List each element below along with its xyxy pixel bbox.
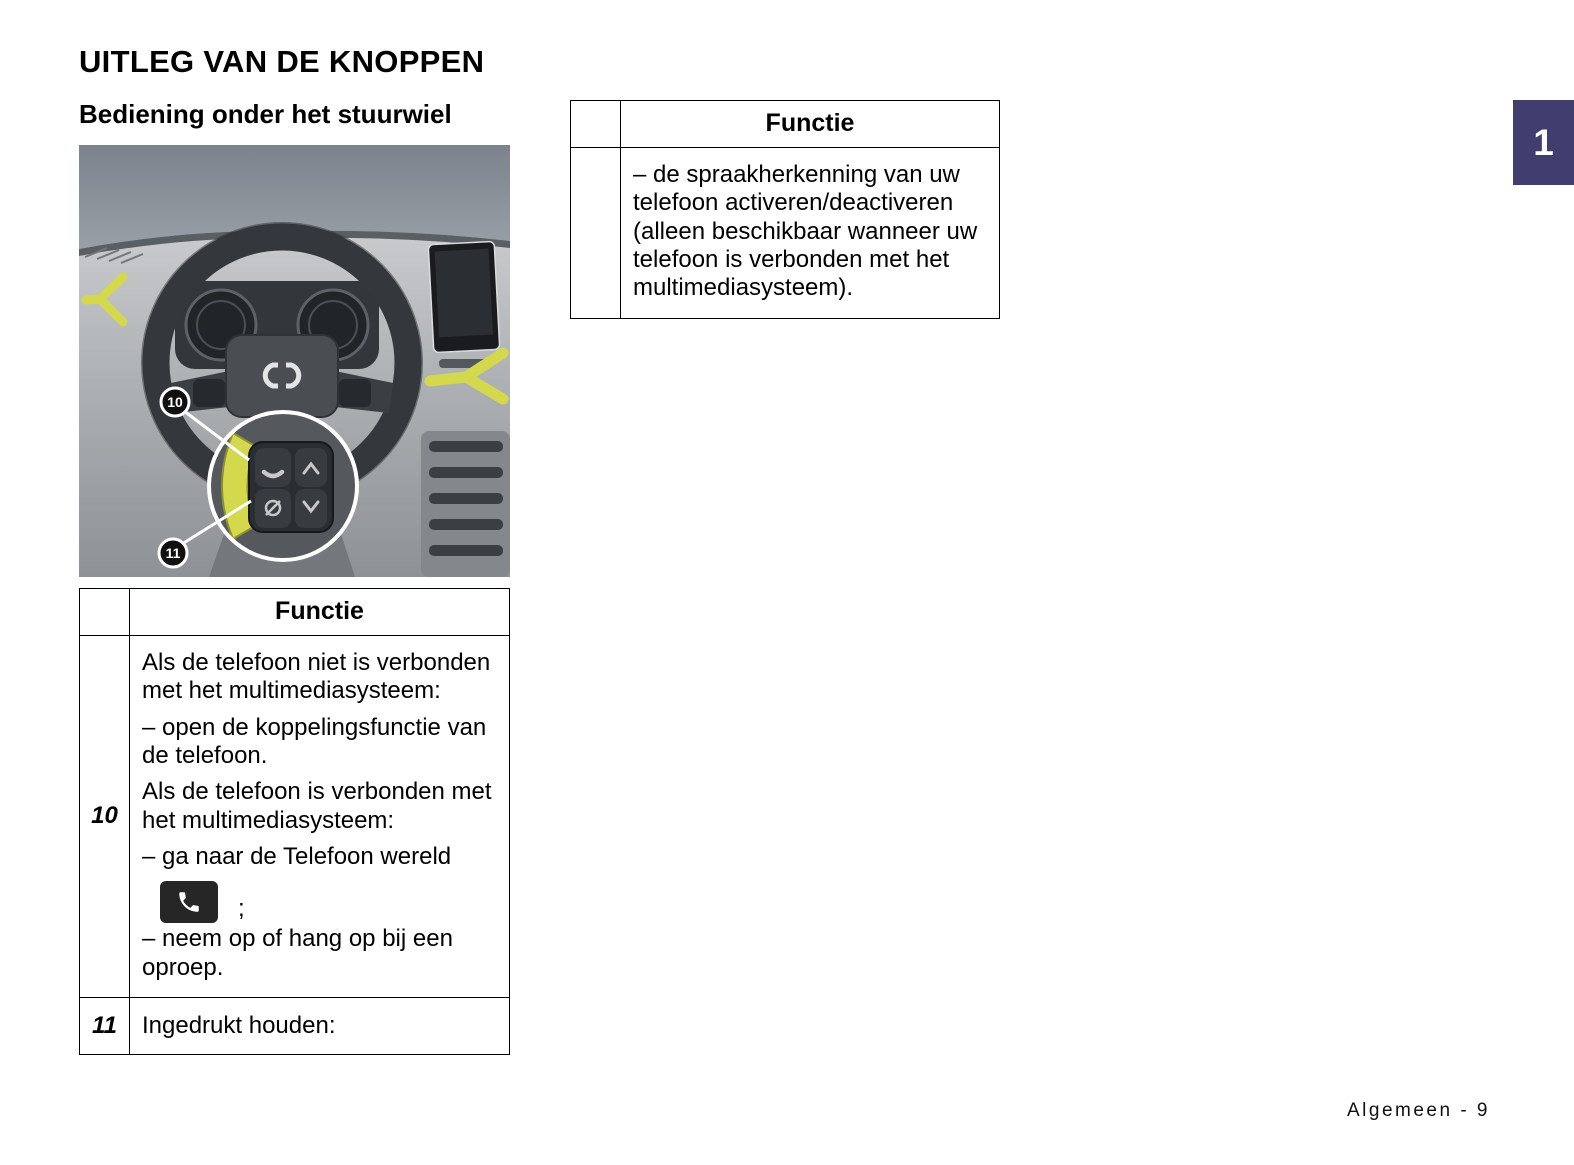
table-header-row	[80, 589, 509, 636]
spoke-switch-left	[193, 379, 225, 407]
table-ref-header-cell	[80, 589, 130, 635]
table-row-11	[80, 997, 509, 1054]
page-title: UITLEG VAN DE KNOPPEN	[79, 44, 485, 79]
page-footer: Algemeen - 9	[1346, 1100, 1490, 1121]
phone-icon	[160, 881, 218, 923]
row10-action-pairing: – open de koppelingsfunctie van de telefoon.	[142, 713, 487, 769]
callout-11-label: 11	[165, 545, 181, 561]
table-function-cell	[130, 998, 509, 1054]
table-header-label: Functie	[275, 597, 364, 625]
callout-11	[159, 539, 187, 567]
table-row-10	[80, 636, 509, 997]
row10-intro-connected: Als de telefoon is verbonden met het multimediasysteem:	[142, 778, 492, 834]
table-ref-header-cell	[571, 101, 621, 147]
table-function-cell	[621, 148, 999, 318]
voice-recognition-text: – de spraakherkenning van uw telefoon activeren/deactiveren (alleen beschikbaar wanneer uw telefoon is verbonden met het multimediasysteem).	[633, 161, 978, 302]
button-ref-11: 11	[80, 998, 130, 1054]
table-row	[571, 148, 999, 318]
callout-10	[161, 388, 189, 416]
steering-wheel-illustration	[79, 145, 510, 577]
phone-world-icon-line	[160, 881, 499, 923]
wheel-hub	[226, 335, 338, 417]
chapter-tab: 1	[1513, 100, 1574, 185]
table-header-row	[571, 101, 999, 148]
row10-action-phone-world: – ga naar de Telefoon wereld	[142, 842, 452, 870]
side-vent-grille	[421, 431, 510, 577]
table-function-cell	[130, 636, 509, 997]
button-ref-10: 10	[80, 636, 130, 997]
spoke-switch-right	[339, 379, 371, 407]
section-subtitle: Bediening onder het stuurwiel	[79, 99, 452, 129]
function-table-buttons	[79, 588, 510, 1055]
icon-line-semicolon: ;	[238, 895, 245, 923]
zoom-circle	[209, 412, 357, 560]
touchscreen	[428, 241, 500, 352]
table-header-label: Functie	[765, 109, 855, 137]
row11-text: Ingedrukt houden:	[142, 1011, 336, 1039]
table-ref-cell	[571, 148, 621, 318]
row10-intro-disconnected: Als de telefoon niet is verbonden met het multimediasysteem:	[142, 649, 491, 705]
function-table-voice	[570, 100, 1000, 319]
callout-10-label: 10	[167, 394, 183, 410]
steering-wheel-figure	[79, 145, 510, 577]
row10-action-answer-call: – neem op of hang op bij een oproep.	[142, 925, 453, 981]
